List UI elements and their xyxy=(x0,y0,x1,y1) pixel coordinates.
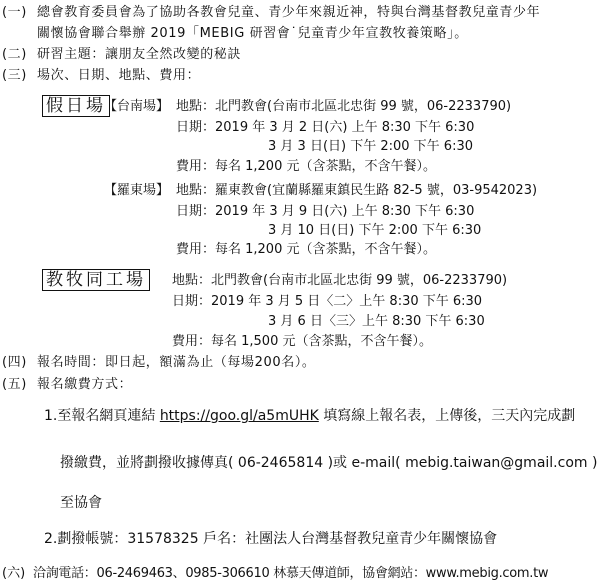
section-5-text: 報名繳費方式： xyxy=(37,377,133,392)
section-2-text: 研習主題：讓朋友全然改變的秘訣 xyxy=(37,47,242,62)
section-2-marker: (二) xyxy=(2,47,27,62)
luodong-date-2: 3 月 10 日(日) 下午 2:00 下午 6:30 xyxy=(268,223,482,238)
workers-date-2: 3 月 6 日〈三〉上午 8:30 下午 6:30 xyxy=(268,314,485,329)
section-5-item-1-line-2: 撥繳費，並將劃撥收據傳真( 06-2465814 )或 e-mail( mebig.taiwan@gmail.com ) xyxy=(60,455,598,471)
luodong-fee: 費用：每名 1,200 元（含茶點，不含午餐）。 xyxy=(176,242,436,257)
luodong-location: 地點：羅東教會(宜蘭縣羅東鎮民生路 82-5 號，03-9542023) xyxy=(176,183,538,198)
section-1-marker: (一) xyxy=(2,5,27,20)
section-6-marker: (六) xyxy=(2,566,26,581)
tainan-location: 地點：北門教會(台南市北區北忠街 99 號，06-2233790) xyxy=(176,99,512,114)
tainan-fee: 費用：每名 1,200 元（含茶點，不含午餐）。 xyxy=(176,159,436,174)
section-5-item-1-line-3: 至協會 xyxy=(60,495,102,511)
section-5-item-1-line-1 xyxy=(44,407,575,425)
section-1-text-line-1: 總會教育委員會為了協助各教會兒童、青少年來親近神，特與台灣基督教兒童青少年 xyxy=(37,5,541,20)
tainan-tag: 【台南場】 xyxy=(104,99,170,114)
luodong-date-1: 日期：2019 年 3 月 9 日(六) 上午 8:30 下午 6:30 xyxy=(176,204,475,219)
workers-fee: 費用：每名 1,500 元（含茶點，不含午餐）。 xyxy=(172,334,432,349)
tainan-date-2: 3 月 3 日(日) 下午 2:00 下午 6:30 xyxy=(268,139,473,154)
workers-session-label: 教牧同工場 xyxy=(42,269,150,291)
holiday-session-label: 假日場 xyxy=(42,95,110,117)
section-4-marker: (四) xyxy=(2,355,27,370)
section-5-marker: (五) xyxy=(2,377,27,392)
section-5-item-1-suffix: 填寫線上報名表，上傳後，三天內完成劃 xyxy=(318,408,576,424)
workers-date-1: 日期：2019 年 3 月 5 日〈二〉上午 8:30 下午 6:30 xyxy=(172,294,483,309)
section-5-item-2: 2.劃撥帳號：31578325 戶名：社團法人台灣基督教兒童青少年關懷協會 xyxy=(44,531,498,547)
section-3-text: 場次、日期、地點、費用： xyxy=(37,68,201,83)
luodong-tag: 【羅東場】 xyxy=(104,183,170,198)
workers-location: 地點：北門教會(台南市北區北忠街 99 號，06-2233790) xyxy=(172,273,508,288)
section-1-text-line-2: 關懷協會聯合舉辦 2019「MEBIG 研習會˙兒童青少年宣教牧養策略」。 xyxy=(37,26,468,41)
registration-link[interactable]: https://goo.gl/a5mUHK xyxy=(159,408,319,424)
section-3-marker: (三) xyxy=(2,68,27,83)
section-5-item-1-prefix: 1.至報名網頁連結 xyxy=(44,408,160,424)
section-4-text: 報名時間：即日起，額滿為止（每場200名）。 xyxy=(37,355,316,370)
tainan-date-1: 日期：2019 年 3 月 2 日(六) 上午 8:30 下午 6:30 xyxy=(176,120,475,135)
section-6-text: 洽詢電話：06-2469463、0985-306610 林慕天傳道師，協會網站：www.mebig.com.tw xyxy=(33,566,549,581)
